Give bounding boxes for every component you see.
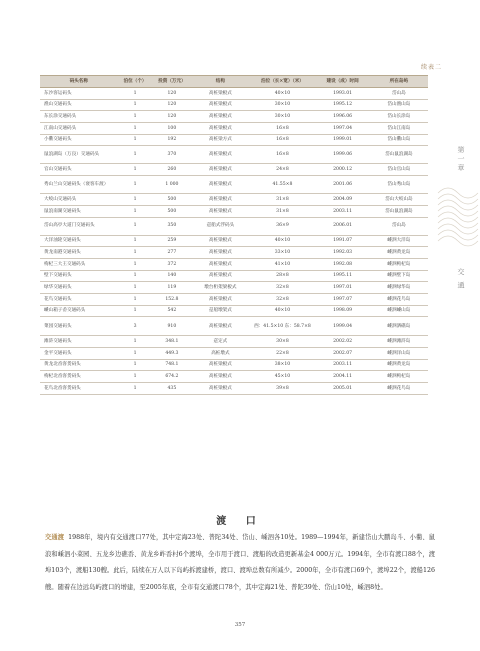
cell-dimensions: 38×10 bbox=[249, 359, 315, 371]
cell-structure: 趸定式 bbox=[191, 336, 249, 348]
cell-name: 黄龙南港交通码头 bbox=[40, 247, 118, 259]
cell-build-time: 1992.08 bbox=[315, 258, 369, 270]
table-row bbox=[40, 205, 428, 217]
cell-dimensions: 32×8 bbox=[249, 282, 315, 294]
cell-investment: 100 bbox=[153, 123, 192, 135]
cell-dimensions: 31×8 bbox=[249, 194, 315, 206]
cell-berths: 1 bbox=[118, 270, 153, 282]
cell-island: 嵊泗黄龙岛 bbox=[370, 247, 428, 259]
cell-build-time: 1997.01 bbox=[315, 282, 369, 294]
table-row bbox=[40, 383, 428, 395]
cell-structure: 高桩墩式 bbox=[191, 348, 249, 360]
cell-investment: 370 bbox=[153, 146, 192, 164]
cell-dimensions: 30×10 bbox=[249, 99, 315, 111]
cell-structure: 高桩梁板式 bbox=[191, 123, 249, 135]
cell-island: 嵊泗泗礁岛 bbox=[370, 317, 428, 336]
cell-berths: 1 bbox=[118, 134, 153, 146]
cell-build-time: 1995.12 bbox=[315, 99, 369, 111]
cell-build-time: 2006.01 bbox=[315, 217, 369, 235]
cell-island: 嵊泗滩浒岛 bbox=[370, 336, 428, 348]
table-row bbox=[40, 111, 428, 123]
cell-berths: 1 bbox=[118, 371, 153, 383]
cell-structure: 高桩梁板式 bbox=[191, 293, 249, 305]
paragraph-lead: 交通渡 bbox=[45, 534, 65, 541]
table-row bbox=[40, 88, 428, 100]
cell-dimensions: 41.55×8 bbox=[249, 176, 315, 194]
cell-build-time: 2004.11 bbox=[315, 371, 369, 383]
wharf-table bbox=[40, 75, 428, 395]
table-row bbox=[40, 176, 428, 194]
cell-island: 嵊泗花鸟岛 bbox=[370, 293, 428, 305]
cell-berths: 1 bbox=[118, 305, 153, 317]
wave-ornament-icon bbox=[436, 173, 480, 263]
cell-island: 嵊泗嵊山岛 bbox=[370, 305, 428, 317]
cell-build-time: 2003.11 bbox=[315, 359, 369, 371]
side-tab bbox=[436, 138, 480, 313]
cell-dimensions: 22×8 bbox=[249, 348, 315, 360]
cell-island: 嵊泗花鸟岛 bbox=[370, 383, 428, 395]
cell-dimensions: 16×8 bbox=[249, 123, 315, 135]
cell-dimensions: 45×10 bbox=[249, 371, 315, 383]
table-row bbox=[40, 146, 428, 164]
cell-structure: 高桩梁板式 bbox=[191, 258, 249, 270]
cell-build-time: 2002.07 bbox=[315, 348, 369, 360]
cell-dimensions: 西：41.5×10 东：58.7×8 bbox=[249, 317, 315, 336]
cell-dimensions: 30×10 bbox=[249, 111, 315, 123]
cell-berths: 1 bbox=[118, 123, 153, 135]
table-row bbox=[40, 305, 428, 317]
cell-name: 花鸟北岙客货码头 bbox=[40, 383, 118, 395]
cell-name: 枸杞三大王交通码头 bbox=[40, 258, 118, 270]
cell-investment: 120 bbox=[153, 99, 192, 111]
header-dimensions: 泊位（长×宽）（米） bbox=[249, 76, 315, 88]
cell-investment: 372 bbox=[153, 258, 192, 270]
cell-investment: 259 bbox=[153, 235, 192, 247]
cell-name: 枸杞北岙客货码头 bbox=[40, 371, 118, 383]
cell-berths: 1 bbox=[118, 383, 153, 395]
cell-structure: 高桩梁板式 bbox=[191, 99, 249, 111]
table-row bbox=[40, 270, 428, 282]
table-row bbox=[40, 217, 428, 235]
cell-investment: 748.1 bbox=[153, 359, 192, 371]
cell-investment: 910 bbox=[153, 317, 192, 336]
cell-name: 鼠浪湖岛（万良）交通码头 bbox=[40, 146, 118, 164]
table-row bbox=[40, 247, 428, 259]
cell-island: 嵊泗大洋岛 bbox=[370, 235, 428, 247]
cell-island: 岱山衢山岛 bbox=[370, 134, 428, 146]
header-name: 码头名称 bbox=[40, 76, 118, 88]
cell-structure: 高桩梁板式 bbox=[191, 176, 249, 194]
cell-investment: 119 bbox=[153, 282, 192, 294]
table-row bbox=[40, 371, 428, 383]
table-row bbox=[40, 336, 428, 348]
cell-name: 大峧山交通码头 bbox=[40, 194, 118, 206]
cell-investment: 350 bbox=[153, 217, 192, 235]
cell-build-time: 1991.07 bbox=[315, 235, 369, 247]
cell-dimensions: 31×8 bbox=[249, 205, 315, 217]
cell-build-time: 2000.12 bbox=[315, 164, 369, 176]
header-structure: 结构 bbox=[191, 76, 249, 88]
cell-investment: 120 bbox=[153, 88, 192, 100]
cell-build-time: 1999.01 bbox=[315, 134, 369, 146]
cell-dimensions: 41×10 bbox=[249, 258, 315, 270]
table-row bbox=[40, 235, 428, 247]
cell-structure: 高桩梁板式 bbox=[191, 205, 249, 217]
cell-berths: 1 bbox=[118, 282, 153, 294]
cell-name: 金平交通码头 bbox=[40, 348, 118, 360]
cell-name: 秀山兰山交通码头（衰客车渡） bbox=[40, 176, 118, 194]
header-island: 所在岛屿 bbox=[370, 76, 428, 88]
cell-investment: 140 bbox=[153, 270, 192, 282]
cell-berths: 1 bbox=[118, 146, 153, 164]
cell-name: 菜园交通码头 bbox=[40, 317, 118, 336]
side-section-label: 交 通 bbox=[457, 268, 465, 291]
cell-name: 东长涂交通码头 bbox=[40, 111, 118, 123]
table-row bbox=[40, 348, 428, 360]
cell-island: 岱山鼠浪湖岛 bbox=[370, 146, 428, 164]
cell-investment: 192 bbox=[153, 134, 192, 146]
table-row bbox=[40, 123, 428, 135]
cell-structure: 高桩梁板式 bbox=[191, 164, 249, 176]
cell-name: 渔山交通码头 bbox=[40, 99, 118, 111]
cell-investment: 152.8 bbox=[153, 293, 192, 305]
cell-build-time: 1997.07 bbox=[315, 293, 369, 305]
cell-build-time: 1999.06 bbox=[315, 146, 369, 164]
cell-berths: 1 bbox=[118, 217, 153, 235]
table-row bbox=[40, 164, 428, 176]
cell-structure: 高桩梁板式 bbox=[191, 194, 249, 206]
cell-berths: 1 bbox=[118, 111, 153, 123]
cell-berths: 1 bbox=[118, 293, 153, 305]
cell-build-time: 1998.09 bbox=[315, 305, 369, 317]
cell-berths: 1 bbox=[118, 348, 153, 360]
cell-name: 东沙客运码头 bbox=[40, 88, 118, 100]
header-build-time: 建设（成）时间 bbox=[315, 76, 369, 88]
cell-berths: 3 bbox=[118, 317, 153, 336]
cell-investment: 277 bbox=[153, 247, 192, 259]
cell-berths: 1 bbox=[118, 205, 153, 217]
cell-structure: 高桩梁板式 bbox=[191, 247, 249, 259]
cell-island: 岱山渔山岛 bbox=[370, 99, 428, 111]
cell-structure: 高桩梁板式 bbox=[191, 235, 249, 247]
cell-build-time: 1999.04 bbox=[315, 317, 369, 336]
cell-build-time: 1995.11 bbox=[315, 270, 369, 282]
cell-name: 岱山高亭大道门交通码头 bbox=[40, 217, 118, 235]
cell-island: 嵊泗枸杞岛 bbox=[370, 371, 428, 383]
table-row bbox=[40, 359, 428, 371]
cell-structure: 高桩梁板式 bbox=[191, 111, 249, 123]
cell-structure: 墩台桁架梁板式 bbox=[191, 282, 249, 294]
cell-island: 岱山长涂岛 bbox=[370, 111, 428, 123]
cell-island: 嵊泗洋山岛 bbox=[370, 348, 428, 360]
continued-label: 续表二 bbox=[420, 64, 442, 71]
cell-investment: 500 bbox=[153, 194, 192, 206]
cell-name: 鼠浪南湖交通码头 bbox=[40, 205, 118, 217]
table-row bbox=[40, 317, 428, 336]
cell-name: 绿华交通码头 bbox=[40, 282, 118, 294]
table-body bbox=[40, 88, 428, 395]
table-row bbox=[40, 99, 428, 111]
cell-name: 滩浒交通码头 bbox=[40, 336, 118, 348]
cell-investment: 1 000 bbox=[153, 176, 192, 194]
cell-name: 大洋油轮交通码头 bbox=[40, 235, 118, 247]
cell-island: 岱山岛 bbox=[370, 88, 428, 100]
cell-island: 岱山大峧山岛 bbox=[370, 194, 428, 206]
cell-berths: 1 bbox=[118, 258, 153, 270]
cell-island: 嵊泗壁下岛 bbox=[370, 270, 428, 282]
cell-structure: 高桩梁板式 bbox=[191, 270, 249, 282]
cell-dimensions: 24×8 bbox=[249, 164, 315, 176]
cell-investment: 435 bbox=[153, 383, 192, 395]
table-row bbox=[40, 293, 428, 305]
table-row bbox=[40, 134, 428, 146]
cell-berths: 1 bbox=[118, 176, 153, 194]
cell-investment: 348.1 bbox=[153, 336, 192, 348]
cell-berths: 1 bbox=[118, 247, 153, 259]
cell-name: 官山交通码头 bbox=[40, 164, 118, 176]
cell-investment: 674.2 bbox=[153, 371, 192, 383]
cell-dimensions: 39×8 bbox=[249, 383, 315, 395]
cell-berths: 1 bbox=[118, 194, 153, 206]
cell-structure: 高桩梁板式 bbox=[191, 146, 249, 164]
cell-berths: 1 bbox=[118, 359, 153, 371]
cell-dimensions: 40×10 bbox=[249, 235, 315, 247]
table-row bbox=[40, 282, 428, 294]
cell-island: 岱山官山岛 bbox=[370, 164, 428, 176]
cell-build-time: 2004.09 bbox=[315, 194, 369, 206]
cell-build-time: 1993.01 bbox=[315, 88, 369, 100]
table-row bbox=[40, 194, 428, 206]
cell-name: 花鸟交通码头 bbox=[40, 293, 118, 305]
cell-berths: 1 bbox=[118, 164, 153, 176]
cell-island: 嵊泗黄龙岛 bbox=[370, 359, 428, 371]
section-title: 渡 口 bbox=[216, 516, 264, 527]
cell-structure: 高桩梁板式 bbox=[191, 383, 249, 395]
cell-structure: 高桩梁板式 bbox=[191, 88, 249, 100]
paragraph-text: 1988年，境内有交通渡口77处，其中定海23处、普陀34处、岱山、嵊泗各10处。1989—1994年，新建岱山大鹏岛斗、小衢、鼠浪和嵊泗小菜园、五龙乡边礁岙、黄龙乡岞岙村6个渡埠，全市用于渡口、渡船的改造更新基金4 000万元。1994年，全市有渡口88个，渡埠103个，渡船130艘。此后，陆续在万人以下岛屿拆渡建桥，渡口、渡埠总数有所减少。2000年，全市有渡口69个，渡埠22个，渡船126艘。随着在边远岛屿渡口的增建，至2005年底，全市有交通渡口78个，其中定海21处、普陀39处、岱山10处，嵊泗8处。 bbox=[45, 534, 435, 591]
cell-build-time: 2001.06 bbox=[315, 176, 369, 194]
cell-dimensions: 33×10 bbox=[249, 247, 315, 259]
cell-name: 壁下交通码头 bbox=[40, 270, 118, 282]
cell-build-time: 1997.04 bbox=[315, 123, 369, 135]
cell-investment: 260 bbox=[153, 164, 192, 176]
cell-berths: 1 bbox=[118, 88, 153, 100]
cell-berths: 1 bbox=[118, 336, 153, 348]
cell-investment: 500 bbox=[153, 205, 192, 217]
cell-name: 嵊山箱子岙交通码头 bbox=[40, 305, 118, 317]
cell-structure: 高桩梁方式 bbox=[191, 134, 249, 146]
cell-dimensions: 28×8 bbox=[249, 270, 315, 282]
cell-island: 嵊泗绿华岛 bbox=[370, 282, 428, 294]
cell-structure: 高桩梁板式 bbox=[191, 317, 249, 336]
cell-build-time: 2003.11 bbox=[315, 205, 369, 217]
cell-island: 嵊泗枸杞岛 bbox=[370, 258, 428, 270]
cell-build-time: 2005.01 bbox=[315, 383, 369, 395]
cell-dimensions: 40×10 bbox=[249, 88, 315, 100]
cell-structure: 趸船式浮码头 bbox=[191, 217, 249, 235]
table-header-row bbox=[40, 76, 428, 88]
cell-dimensions: 40×10 bbox=[249, 305, 315, 317]
body-paragraph bbox=[45, 530, 435, 596]
cell-investment: 542 bbox=[153, 305, 192, 317]
cell-build-time: 1992.03 bbox=[315, 247, 369, 259]
cell-island: 岱山秀山岛 bbox=[370, 176, 428, 194]
cell-berths: 1 bbox=[118, 235, 153, 247]
cell-build-time: 1996.06 bbox=[315, 111, 369, 123]
cell-dimensions: 32×8 bbox=[249, 293, 315, 305]
cell-dimensions: 36×9 bbox=[249, 217, 315, 235]
cell-name: 黄龙北岙客货码头 bbox=[40, 359, 118, 371]
cell-dimensions: 30×8 bbox=[249, 336, 315, 348]
cell-name: 江南山交通码头 bbox=[40, 123, 118, 135]
cell-berths: 1 bbox=[118, 99, 153, 111]
cell-build-time: 2002.02 bbox=[315, 336, 369, 348]
header-investment: 投资（万元） bbox=[153, 76, 192, 88]
cell-name: 小衢交通码头 bbox=[40, 134, 118, 146]
cell-island: 岱山江南岛 bbox=[370, 123, 428, 135]
cell-dimensions: 16×8 bbox=[249, 134, 315, 146]
side-chapter-label: 第一章 bbox=[457, 146, 465, 173]
cell-island: 岱山岛 bbox=[370, 217, 428, 235]
cell-dimensions: 16×8 bbox=[249, 146, 315, 164]
cell-investment: 120 bbox=[153, 111, 192, 123]
page-number: 357 bbox=[234, 622, 246, 628]
cell-structure: 趸船墩架式 bbox=[191, 305, 249, 317]
header-berths: 泊位（个） bbox=[118, 76, 153, 88]
cell-structure: 高桩梁板式 bbox=[191, 359, 249, 371]
table-row bbox=[40, 258, 428, 270]
cell-structure: 高桩梁板式 bbox=[191, 371, 249, 383]
cell-island: 岱山鼠浪湖岛 bbox=[370, 205, 428, 217]
cell-investment: 449.3 bbox=[153, 348, 192, 360]
